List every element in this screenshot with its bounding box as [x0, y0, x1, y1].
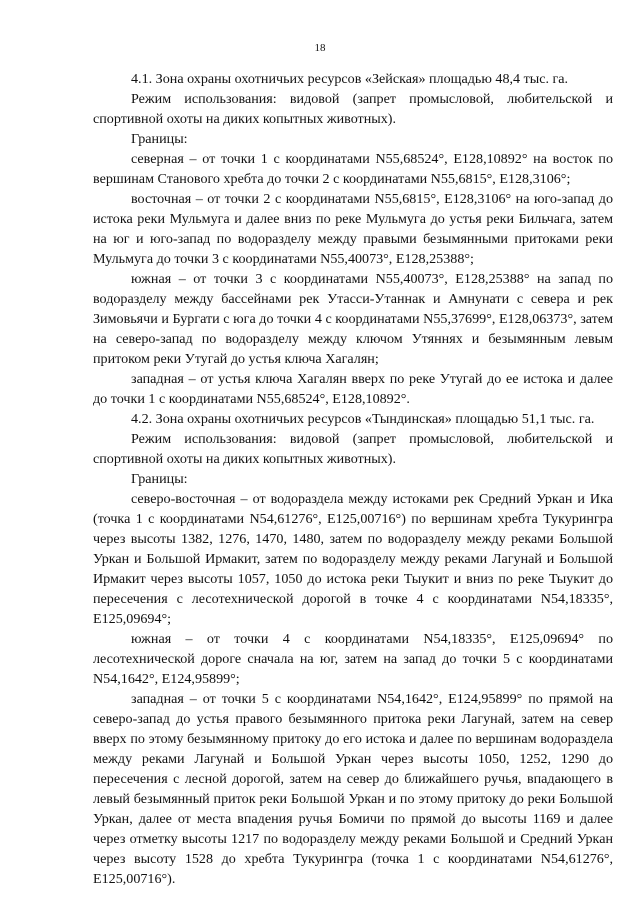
zone-4-2-border-south: южная – от точки 4 с координатами N54,18335°, E125,09694° по лесотехнической дороге сначала на юг, затем на запад до точки 5 с координатами N54,1642°, E124,95899°;: [93, 631, 613, 687]
zone-4-2-border-west: западная – от точки 5 с координатами N54,1642°, E124,95899° по прямой на северо-запад до устья правого безымянного притока реки Лагунай, затем на север вверх по этому безымянному притоку до его истока и далее по вершинам водораздела между реками Лагунай и Большой Уркан через высоты 1050, 1252, 1290 до пересечения с лесной дорогой, затем на север до ближайшего ручья, впадающего в левый безымянный приток реки Большой Уркан и по этому притоку до реки Большой Уркан, далее от места впадения ручья Бомичи по прямой до высоты 1169 и далее через отметку высоты 1217 по водоразделу между реками Большой и Средний Уркан через высоту 1528 до хребта Тукурингра (точка 1 с координатами N54,61276°, E125,00716°).: [93, 691, 613, 887]
zone-4-1-border-east: восточная – от точки 2 с координатами N55,6815°, E128,3106° на юго-запад до истока реки Мульмуга и далее вниз по реке Мульмуга до устья реки Бильчага, затем на юг и юго-запад по водоразделу между правыми безымянными притоками реки Мульмуга до точки 3 с координатами N55,40073°, E128,25388°;: [93, 191, 613, 267]
zone-4-1-border-south: южная – от точки 3 с координатами N55,40073°, E128,25388° на запад по водоразделу между бассейнами рек Утасси-Утаннак и Амнунати с севера и рек Зимовьячи и Бургати с юга до точки 4 с координатами N55,37699°, E128,06373°, затем на северо-запад по водоразделу между ключом Утяннях и безымянным левым притоком реки Утугай до устья ключа Хагалян;: [93, 271, 613, 367]
zone-4-2-borders-label: Границы:: [131, 471, 188, 487]
zone-4-2-regime: Режим использования: видовой (запрет промысловой, любительской и спортивной охоты на диких копытных животных).: [93, 431, 613, 467]
zone-4-1-borders-label: Границы:: [131, 131, 188, 147]
document-body: [93, 69, 613, 889]
zone-4-1-border-north: северная – от точки 1 с координатами N55,68524°, E128,10892° на восток по вершинам Станового хребта до точки 2 с координатами N55,6815°, E128,3106°;: [93, 151, 613, 187]
zone-4-1-border-west: западная – от устья ключа Хагалян вверх по реке Утугай до ее истока и далее до точки 1 с координатами N55,68524°, E128,10892°.: [93, 371, 613, 407]
zone-4-2-border-northeast: северо-восточная – от водораздела между истоками рек Средний Уркан и Ика (точка 1 с координатами N54,61276°, E125,00716°) по вершинам хребта Тукурингра через высоты 1382, 1276, 1470, 1480, затем по водоразделу между реками Большой Уркан и Большой Ирмакит, затем по водоразделу между реками Лагунай и Большой Ирмакит через высоты 1057, 1050 до истока реки Тыукит и вниз по реке Тыукит до пересечения с лесотехнической дорогой в точке 4 с координатами N54,18335°, E125,09694°;: [93, 491, 613, 627]
page-number: 18: [314, 42, 326, 54]
zone-4-1-heading: 4.1. Зона охраны охотничьих ресурсов «Зейская» площадью 48,4 тыс. га.: [131, 71, 569, 87]
zone-4-1-regime: Режим использования: видовой (запрет промысловой, любительской и спортивной охоты на диких копытных животных).: [93, 91, 613, 127]
zone-4-2-heading: 4.2. Зона охраны охотничьих ресурсов «Тындинская» площадью 51,1 тыс. га.: [131, 411, 595, 427]
